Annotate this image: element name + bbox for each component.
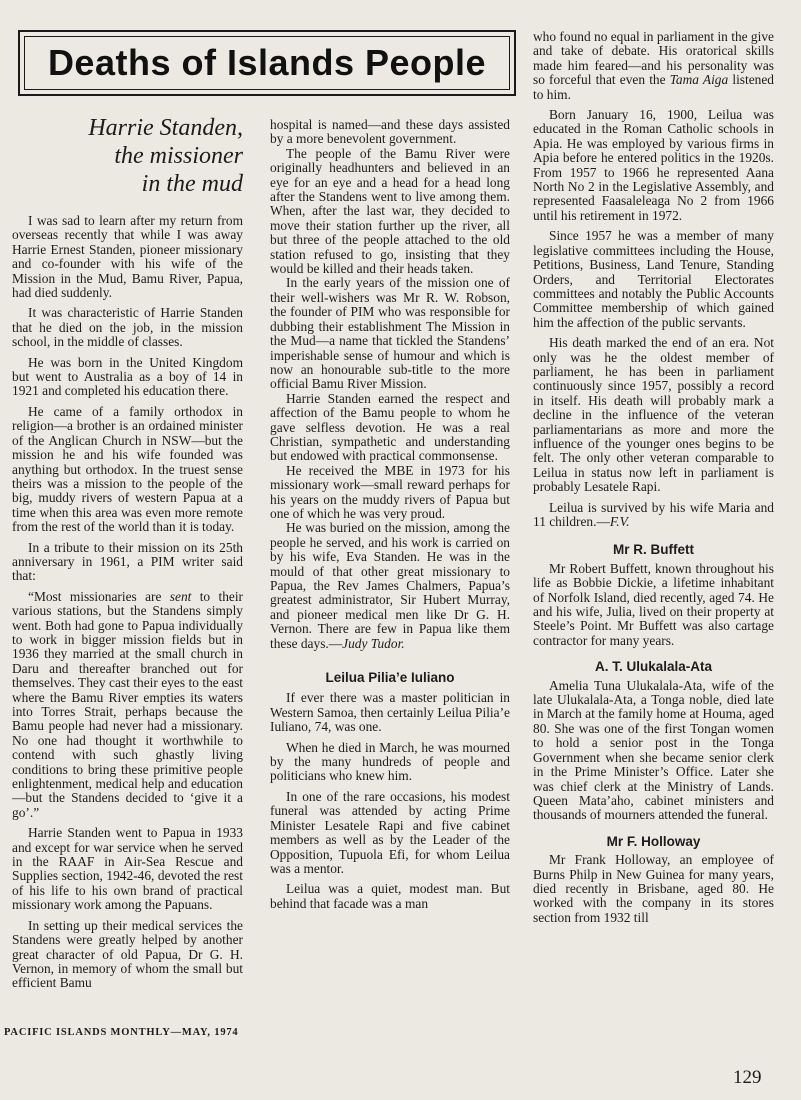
paragraph: Harrie Standen earned the respect and affection of the Bamu people to whom he gave selfless devotion. He was a real Christian, sympathetic and understanding but endowed with practical commonsense. (270, 390, 510, 464)
column-2 (270, 118, 510, 911)
magazine-footer: PACIFIC ISLANDS MONTHLY—MAY, 1974 (4, 1027, 239, 1038)
banner-inner-frame (24, 36, 510, 90)
article-title-line-1: Harrie Standen, (88, 115, 243, 141)
paragraph-text: who found no equal in parliament in the give and take of debate. His oratorical skills made him feared—and his personality was so forceful that even the (533, 29, 774, 88)
paragraph (533, 501, 774, 530)
paragraph-text: listened to him. (533, 72, 774, 102)
paragraph: Since 1957 he was a member of many legislative committees including the House, Petitions, Business, Land Tenure, Standing Orders, and Territorial Electorates committees and notably the Public Accounts Committee membership of which gained him the affection of the public servants. (533, 228, 774, 330)
paragraph: Harrie Standen went to Papua in 1933 and except for war service when he served in the RAAF in Air-Sea Rescue and Supplies section, 1942-46, devoted the rest of his life to his own brand of practical missionary work among the Papuans. (12, 825, 243, 913)
quotation (12, 590, 243, 821)
obituary-heading: Leilua Pilia’e Iuliano (325, 670, 455, 686)
quote-emphasis: sent (169, 588, 192, 604)
paragraph: If ever there was a master politician in Western Samoa, then certainly Leilua Pilia’e Iuliano, 74, was one. (270, 690, 510, 735)
paragraph: Born January 16, 1900, Leilua was educated in the Roman Catholic schools in Apia. He was employed by various firms in Apia before he entered politics in the 1920s. From 1957 to 1966 he represented Aana North No 2 in the Legislative Assembly, and represented Faasaleleaga No 2 from 1966 until his retirement in 1972. (533, 107, 774, 223)
article-title-line-3: in the mud (141, 171, 243, 197)
obituary-heading: Mr R. Buffett (613, 542, 694, 558)
author-signature: F.V. (609, 514, 630, 529)
page-number: 129 (733, 1067, 762, 1088)
paragraph (270, 521, 510, 651)
paragraph: In one of the rare occasions, his modest funeral was attended by acting Prime Minister Lesatele Rapi and five cabinet members as well as by the Leader of the Opposition, Tupuola Efi, for whom Leilua was a mentor. (270, 788, 510, 876)
paragraph: In setting up their medical services the Standens were greatly helped by another great character of old Papua, Dr G. H. Vernon, in memory of whom the small but efficient Bamu (12, 917, 243, 991)
paragraph: Mr Robert Buffett, known throughout his life as Bobbie Dickie, a lifetime inhabitant of Norfolk Island, died recently, aged 74. He and his wife, Julia, lived on their property at Steele’s Point. Mr Buffett was also cartage contractor for many years. (533, 560, 774, 648)
paragraph: His death marked the end of an era. Not only was he the oldest member of parliament, he has been in parliament continuously since 1957, possibly a record in itself. His death will probably mark a decline in the influence of the veteran parliamentarians as more and more the influence of the younger ones begins to be felt. The only other veteran comparable to Leilua in status now left in parliament is probably Lesatele Rapi. (533, 335, 774, 495)
paragraph (533, 30, 774, 102)
paragraph: I was sad to learn after my return from overseas recently that while I was away Harrie Ernest Standen, pioneer missionary and co-founder with his wife of the Mission in the Mud, Bamu River, Papua, had died suddenly. (12, 213, 243, 301)
paragraph: He received the MBE in 1973 for his missionary work—small reward perhaps for his years on the muddy rivers of Papua but one of which he was very proud. (270, 462, 510, 521)
paragraph-text: Leilua is survived by his wife Maria and 11 children.— (533, 499, 774, 529)
quote-text: to their various stations, but the Standens simply went. Both had gone to Papua individually to work in bigger mission fields but in 1936 they married at the small church in Daru and thereafter branched out for themselves. They cast their eyes to the east where the Bamu River empties its waters into Torres Strait, perhaps because the Bamu people had never had a missionary. No one had thought it worthwhile to contend with such ghastly living conditions to bring these primitive people enlightenment, medical help and education—but the Standens decided to ‘give it a go’.” (12, 588, 244, 820)
quote-text: “Most missionaries are (28, 588, 170, 604)
obituary-heading: Mr F. Holloway (606, 833, 701, 849)
paragraph-text: He was buried on the mission, among the people he served, and his work is carried on by his wife, Eva Standen. He was in the mould of that other great missionary to Papua, the Rev James Chalmers, Papua’s greatest administrator, Sir Hubert Murray, and pioneer medical men like Dr G. H. Vernon. There are few in Papua like them these days.— (270, 520, 510, 651)
author-signature: Judy Tudor. (342, 635, 405, 651)
paragraph: Amelia Tuna Ulukalala-Ata, wife of the late Ulukalala-Ata, a Tonga noble, died late in March at the family home at Houma, aged 80. She was one of the first Tongan women to hold a senior post in the Tonga Government when she became senior clerk in the Prime Minister’s Office. Later she was chief clerk at the Ministry of Lands. Queen Mata’aho, cabinet ministers and thousands of mourners attended the funeral. (533, 677, 774, 823)
paragraph: Leilua was a quiet, modest man. But behind that facade was a man (270, 881, 510, 911)
paragraph: hospital is named—and these days assisted by a more benevolent government. (270, 117, 510, 147)
emphasis: Tama Aiga (669, 72, 729, 88)
paragraph: He was born in the United Kingdom but went to Australia as a boy of 14 in 1921 and completed his education there. (12, 354, 243, 399)
banner-title: Deaths of Islands People (47, 42, 487, 83)
paragraph: In the early years of the mission one of their well-wishers was Mr R. W. Robson, the founder of PIM who was responsible for dubbing their establishment The Mission in the Mud—a name that tickled the Standens’ imperishable sense of humour and which is now an honourable sub-title to the more official Bamu River Mission. (270, 275, 510, 392)
article-title-line-2: the missioner (114, 143, 243, 169)
paragraph: Mr Frank Holloway, an employee of Burns Philp in New Guinea for many years, died recently in Brisbane, aged 80. He worked with the company in its stores section from 1932 till (533, 852, 774, 925)
paragraph: It was characteristic of Harrie Standen that he died on the job, in the mission school, in the middle of classes. (12, 305, 243, 350)
column-3 (533, 30, 774, 925)
column-1 (12, 114, 243, 991)
section-banner (18, 30, 516, 96)
paragraph: When he died in March, he was mourned by the many hundreds of people and politicians who knew him. (270, 739, 510, 784)
paragraph: He came of a family orthodox in religion—a brother is an ordained minister of the Anglican Church in NSW—but the mission he and his wife founded was anything but orthodox. In the truest sense theirs was a mission to the people of the big, muddy rivers of western Papua at a time when this area was even more remote from the rest of the world than it is today. (12, 403, 243, 535)
obituary-heading: A. T. Ulukalala-Ata (594, 659, 713, 675)
paragraph: In a tribute to their mission on its 25th anniversary in 1961, a PIM writer said that: (12, 539, 243, 584)
paragraph: The people of the Bamu River were originally headhunters and believed in an eye for an eye and a head for a head long after the Standens went to live among them. When, after the last war, they decided to move their station further up the river, all but three of the people attached to the old station refused to go, insisting that they would be killed and their heads taken. (270, 145, 510, 277)
